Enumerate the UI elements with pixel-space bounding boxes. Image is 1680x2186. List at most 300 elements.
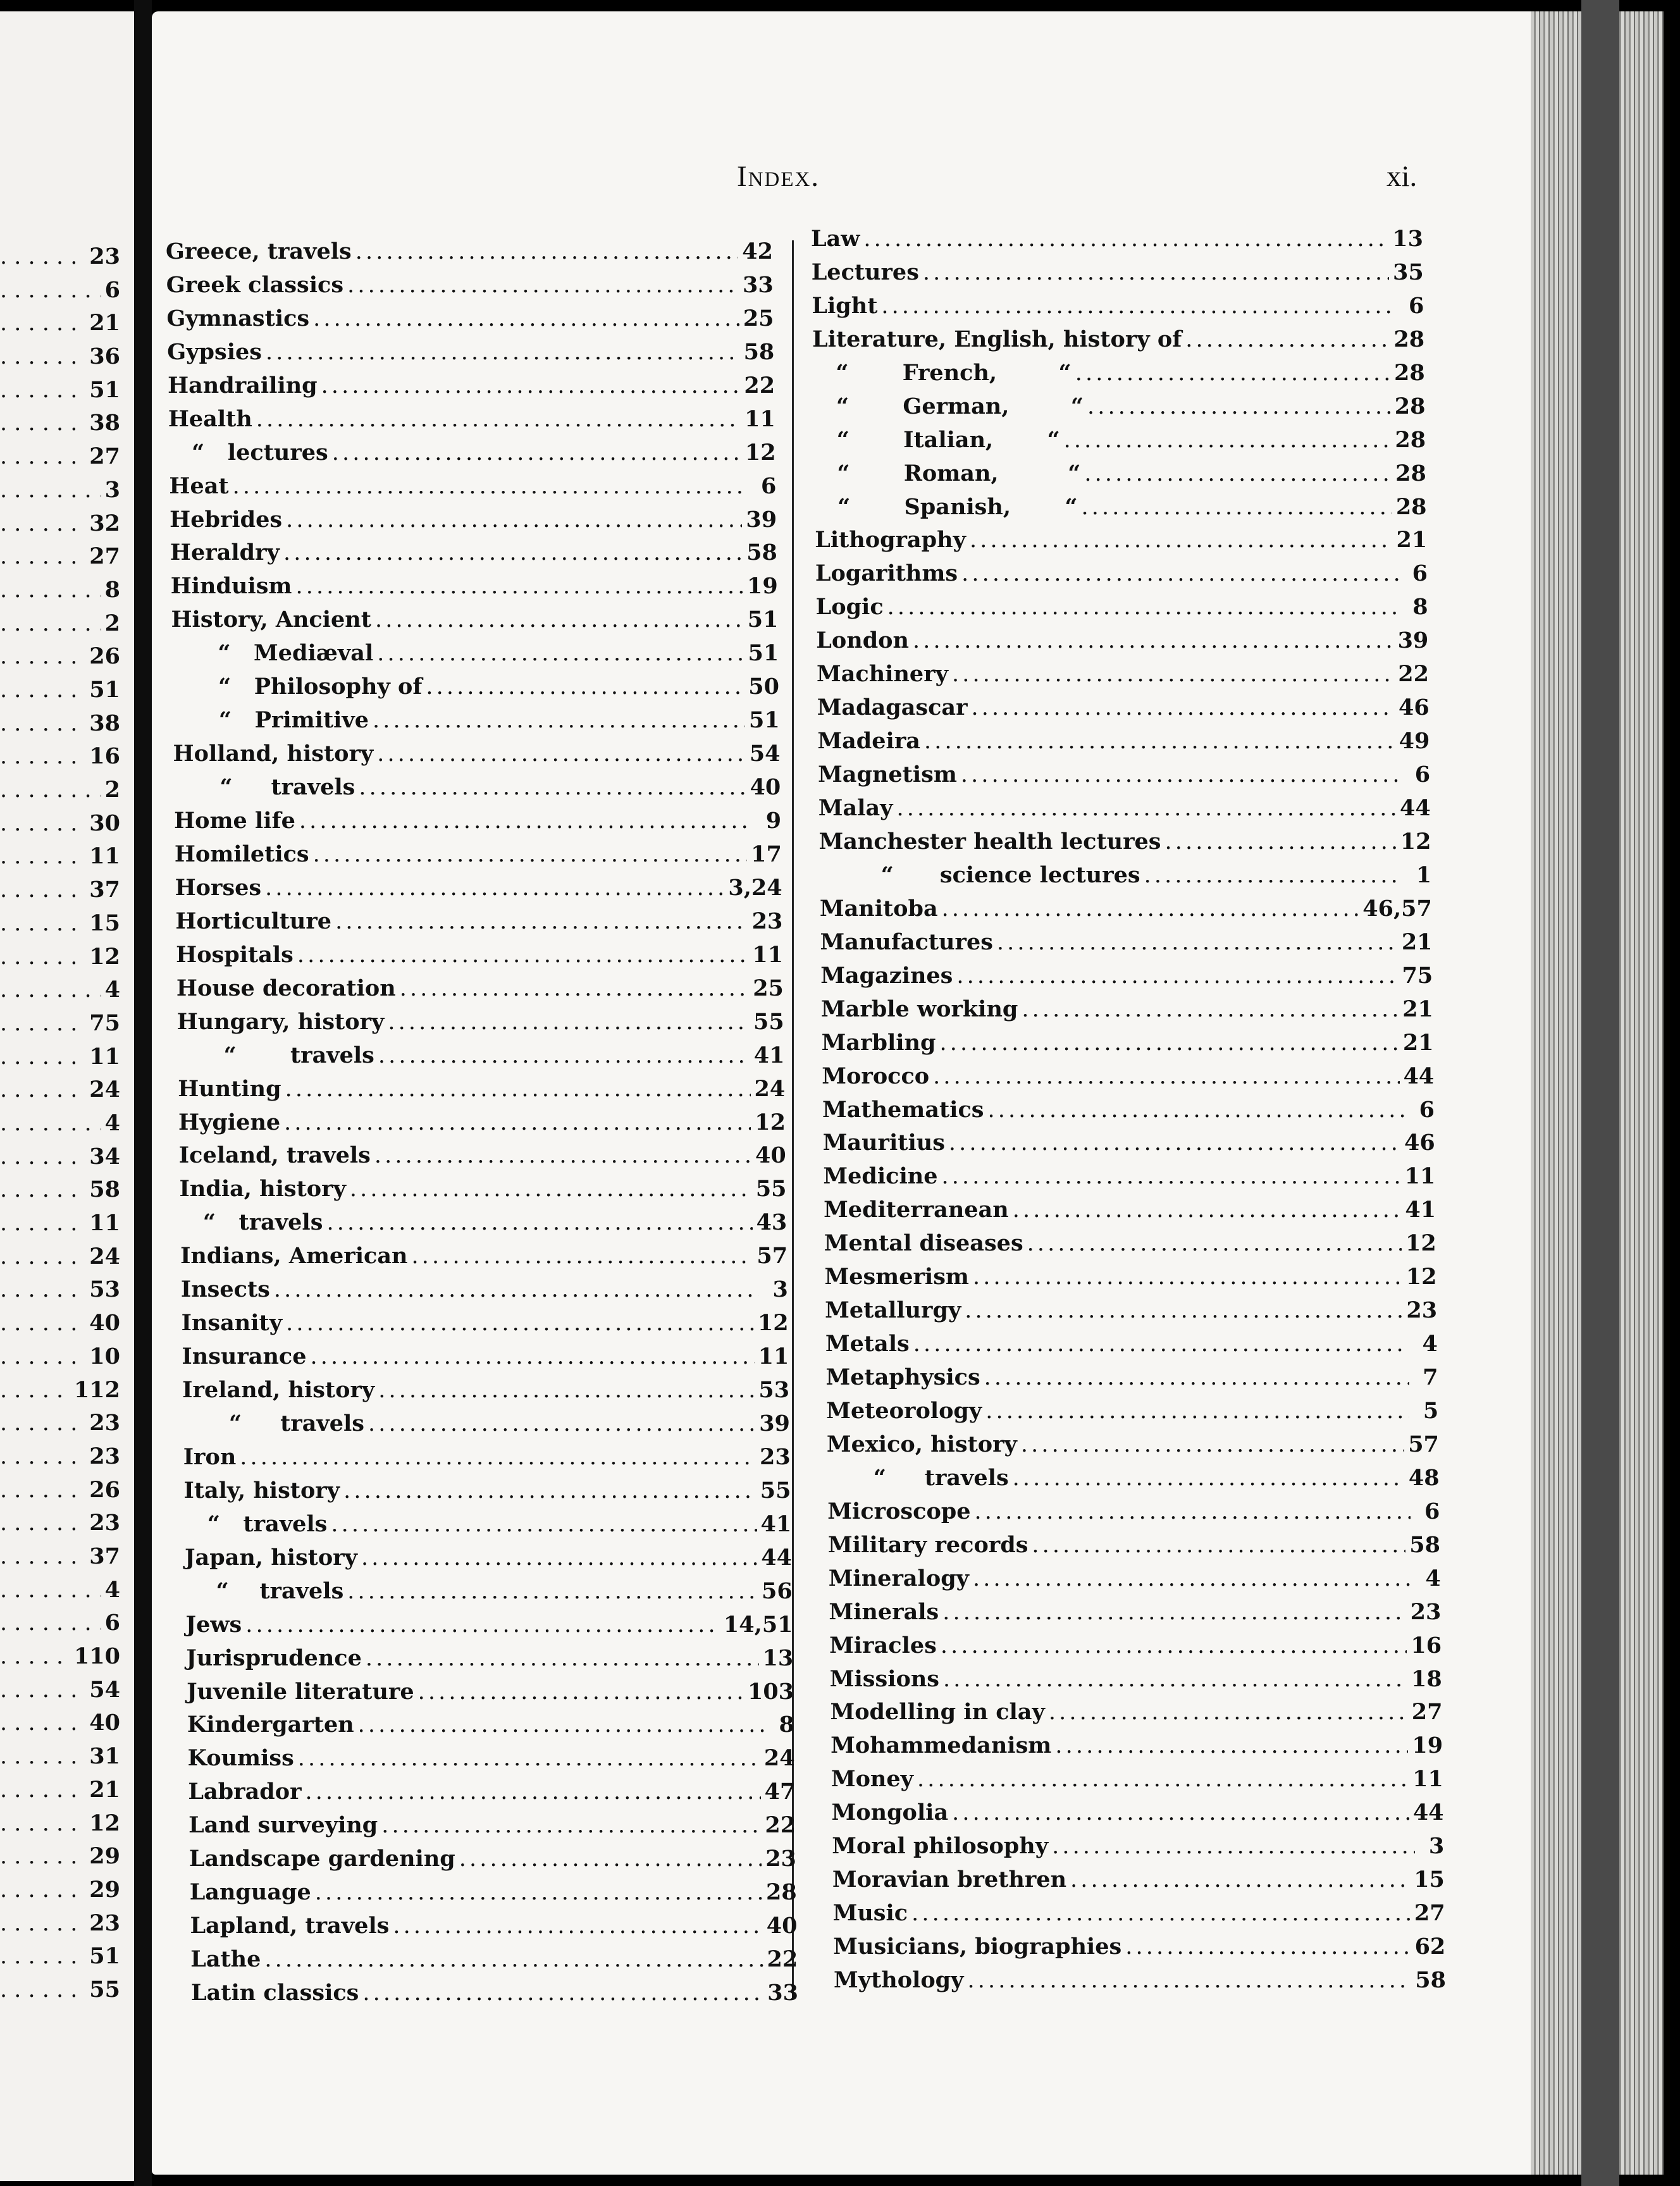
entry-page-number: 12	[755, 1109, 786, 1135]
leader-dots	[1052, 1834, 1415, 1859]
leader-dots	[942, 896, 1359, 922]
index-entry	[830, 1699, 1442, 1731]
leader-dots	[0, 244, 85, 269]
index-entry	[826, 1398, 1438, 1430]
entry-label: India, history	[179, 1176, 346, 1202]
leader-dots	[359, 775, 746, 800]
index-entry	[819, 862, 1431, 894]
index-entry	[822, 1063, 1434, 1095]
leader-dots	[388, 1010, 750, 1035]
index-entry	[168, 373, 775, 404]
leader-dots	[355, 239, 739, 264]
leader-dots	[0, 1911, 85, 1936]
leader-dots	[0, 1211, 85, 1236]
entry-page-number: 6	[1414, 762, 1431, 788]
entry-label: Manchester health lectures	[818, 828, 1161, 855]
leader-dots	[897, 796, 1397, 821]
leader-dots	[972, 695, 1395, 720]
entry-label: Moral philosophy	[832, 1833, 1049, 1860]
entry-label: “ French, “	[812, 359, 1072, 386]
leader-dots	[887, 595, 1399, 620]
index-entry	[181, 1276, 788, 1308]
entry-page-number: 29	[89, 1876, 120, 1903]
entry-label: Heraldry	[170, 540, 280, 566]
index-entry	[180, 1176, 787, 1207]
leader-dots	[0, 1244, 85, 1269]
entry-page-number: 3	[1428, 1833, 1445, 1860]
entry-label: Holland, history	[173, 741, 374, 767]
index-entry	[171, 573, 778, 605]
entry-label: Handrailing	[168, 372, 318, 398]
facing-page-entry	[0, 1010, 120, 1042]
leader-dots	[942, 1600, 1406, 1625]
entry-label: Madeira	[817, 728, 920, 755]
facing-page-entry	[0, 1144, 120, 1175]
facing-page-entry	[0, 310, 120, 342]
index-entry	[167, 306, 774, 337]
facing-page-entry	[0, 1276, 120, 1308]
entry-page-number: 47	[764, 1779, 796, 1805]
leader-dots	[965, 1298, 1402, 1323]
entry-label: Literature, English, history of	[812, 326, 1182, 352]
entry-page-number: 28	[765, 1879, 797, 1906]
entry-page-number: 4	[1425, 1565, 1441, 1591]
index-entry	[177, 1042, 784, 1074]
entry-label: Hygiene	[178, 1109, 281, 1135]
entry-label: Law	[811, 226, 860, 252]
entry-page-number: 23	[751, 908, 783, 934]
leader-dots	[321, 373, 741, 398]
entry-label: Land surveying	[188, 1812, 378, 1839]
entry-label: Insects	[180, 1276, 270, 1303]
leader-dots	[985, 1399, 1409, 1424]
entry-page-number: 112	[73, 1376, 120, 1403]
index-entry	[186, 1612, 793, 1643]
entry-page-number: 3,24	[728, 874, 782, 901]
entry-page-number: 3	[772, 1276, 788, 1303]
facing-page-entry	[0, 1343, 120, 1375]
index-entry	[176, 975, 784, 1007]
facing-page-entry	[0, 910, 120, 942]
index-entry	[168, 406, 775, 438]
leader-dots	[997, 930, 1398, 955]
entry-label: “ travels	[180, 1209, 323, 1236]
entry-page-number: 26	[89, 1476, 120, 1503]
entry-page-number: 12	[757, 1310, 789, 1337]
entry-page-number: 42	[742, 238, 773, 264]
entry-label: Music	[832, 1900, 908, 1927]
facing-page-entry	[0, 1710, 120, 1741]
leader-dots	[0, 444, 85, 469]
facing-page-entry	[0, 1377, 120, 1409]
entry-page-number: 21	[89, 310, 120, 337]
index-entry	[813, 427, 1426, 459]
entry-page-number: 12	[89, 943, 120, 970]
page-title: Index.	[737, 160, 820, 193]
leader-dots	[0, 1944, 85, 1969]
index-entry	[831, 1732, 1443, 1764]
entry-page-number: 23	[1410, 1598, 1442, 1625]
entry-page-number: 4	[104, 977, 120, 1003]
entry-page-number: 51	[89, 1943, 120, 1970]
index-entry	[178, 1076, 785, 1108]
leader-dots	[284, 1110, 751, 1135]
entry-page-number: 54	[89, 1676, 120, 1703]
entry-page-number: 55	[760, 1477, 791, 1504]
index-entry	[180, 1243, 788, 1275]
leader-dots	[332, 440, 741, 466]
index-entry	[824, 1230, 1436, 1262]
entry-page-number: 23	[89, 1443, 120, 1469]
entry-page-number: 12	[1405, 1264, 1437, 1290]
entry-page-number: 44	[1412, 1800, 1444, 1826]
index-entry	[166, 272, 774, 304]
entry-label: Lapland, travels	[190, 1913, 390, 1939]
index-entry	[175, 875, 782, 906]
facing-page-entry	[0, 710, 120, 742]
entry-label: “ travels	[177, 1042, 374, 1068]
facing-page-entry	[0, 244, 120, 275]
entry-page-number: 51	[749, 707, 780, 734]
entry-label: Moravian brethren	[832, 1867, 1067, 1893]
entry-label: “ Philosophy of	[172, 674, 423, 700]
entry-label: Ireland, history	[182, 1377, 375, 1404]
index-entry	[187, 1712, 794, 1743]
facing-page-entry	[0, 1410, 120, 1442]
leader-dots	[0, 777, 101, 803]
index-entry	[822, 1097, 1435, 1128]
leader-dots	[0, 1444, 85, 1469]
entry-page-number: 8	[779, 1712, 794, 1738]
entry-label: Homiletics	[174, 841, 309, 867]
index-entry	[817, 728, 1430, 760]
leader-dots	[0, 977, 101, 1003]
facing-page-entry	[0, 610, 120, 642]
entry-page-number: 28	[1394, 359, 1425, 386]
leader-dots	[411, 1244, 753, 1269]
leader-dots	[313, 306, 739, 331]
entry-label: Military records	[828, 1531, 1028, 1558]
leader-dots	[0, 944, 85, 970]
entry-page-number: 11	[1412, 1766, 1443, 1793]
entry-page-number: 22	[1398, 661, 1429, 688]
index-entry	[169, 440, 776, 471]
entry-page-number: 32	[89, 510, 120, 536]
entry-page-number: 48	[1408, 1464, 1440, 1491]
entry-page-number: 34	[89, 1143, 120, 1170]
leader-dots	[298, 1746, 760, 1771]
leader-dots	[863, 226, 1388, 252]
leader-dots	[0, 644, 85, 669]
index-entry	[177, 1009, 784, 1041]
leader-dots	[393, 1913, 762, 1939]
leader-dots	[0, 1578, 101, 1603]
leader-dots	[1165, 829, 1397, 855]
leader-dots	[0, 1977, 85, 2003]
entry-label: Health	[168, 405, 252, 432]
leader-dots	[0, 344, 85, 369]
leader-dots	[295, 574, 743, 599]
entry-page-number: 2	[104, 777, 120, 803]
entry-page-number: 11	[89, 1043, 120, 1070]
entry-page-number: 110	[73, 1643, 120, 1670]
leader-dots	[0, 611, 101, 636]
facing-page-entry	[0, 1943, 120, 1975]
index-entry	[180, 1209, 787, 1241]
entry-page-number: 55	[753, 1008, 784, 1035]
index-entry	[825, 1297, 1437, 1329]
facing-page-entry	[0, 1443, 120, 1475]
leader-dots	[0, 1710, 85, 1736]
leader-dots	[1070, 1867, 1410, 1893]
entry-page-number: 6	[104, 276, 120, 303]
entry-page-number: 39	[1397, 627, 1429, 654]
leader-dots	[1027, 1231, 1402, 1256]
facing-page-entry	[0, 1910, 120, 1942]
entry-label: Mineralogy	[828, 1565, 970, 1591]
entry-page-number: 6	[761, 472, 777, 499]
index-entry	[169, 473, 776, 505]
entry-page-number: 21	[1401, 929, 1433, 955]
entry-page-number: 4	[104, 1576, 120, 1603]
index-entry	[827, 1465, 1440, 1497]
entry-page-number: 11	[89, 843, 120, 870]
leader-dots	[1055, 1733, 1408, 1758]
leader-dots	[881, 293, 1395, 319]
entry-label: Lectures	[811, 259, 919, 285]
index-entry	[184, 1511, 791, 1543]
entry-page-number: 40	[766, 1913, 798, 1939]
entry-label: Madagascar	[817, 695, 968, 721]
index-entry	[829, 1633, 1442, 1664]
entry-label: “ Spanish, “	[814, 493, 1078, 520]
entry-label: Manufactures	[820, 929, 993, 955]
leader-dots	[1064, 428, 1392, 453]
leader-dots	[331, 1512, 757, 1537]
facing-page-entry	[0, 443, 120, 475]
entry-page-number: 51	[89, 677, 120, 703]
entry-page-number: 46	[1398, 695, 1430, 721]
entry-page-number: 29	[89, 1843, 120, 1870]
leader-dots	[286, 1311, 754, 1336]
leader-dots	[0, 1544, 85, 1569]
leader-dots	[0, 1644, 70, 1669]
index-entry	[826, 1364, 1438, 1396]
leader-dots	[378, 1378, 755, 1403]
entry-page-number: 21	[1402, 996, 1433, 1022]
entry-label: “ travels	[184, 1510, 328, 1537]
facing-page-entry	[0, 1077, 120, 1108]
entry-label: Medicine	[823, 1163, 938, 1190]
index-entry	[183, 1411, 790, 1442]
index-entry	[173, 774, 781, 806]
book-cover-edge	[1581, 0, 1619, 2186]
entry-label: Meteorology	[826, 1397, 982, 1424]
entry-label: Marble working	[820, 996, 1018, 1022]
leader-dots	[0, 1011, 85, 1036]
entry-label: Kindergarten	[187, 1712, 354, 1738]
index-entry	[833, 1934, 1445, 1965]
index-entry	[166, 238, 773, 270]
facing-page-entry	[0, 810, 120, 842]
leader-dots	[0, 478, 101, 503]
leader-dots	[0, 677, 85, 703]
leader-dots	[343, 1478, 757, 1504]
entry-label: “ Mediæval	[171, 640, 374, 667]
index-entry	[831, 1766, 1443, 1798]
entry-page-number: 37	[89, 877, 120, 903]
entry-page-number: 22	[744, 372, 775, 398]
index-entry	[171, 607, 778, 638]
entry-label: Italy, history	[183, 1477, 340, 1504]
entry-page-number: 9	[765, 808, 782, 834]
entry-page-number: 12	[1405, 1230, 1436, 1257]
entry-label: History, Ancient	[171, 607, 371, 633]
entry-label: Musicians, biographies	[833, 1934, 1122, 1960]
leader-dots	[0, 911, 85, 936]
entry-page-number: 30	[89, 810, 120, 836]
leader-dots	[0, 378, 85, 403]
entry-label: Machinery	[817, 661, 948, 688]
entry-label: Jurisprudence	[186, 1645, 362, 1671]
entry-page-number: 8	[104, 576, 120, 603]
entry-page-number: 51	[748, 640, 779, 667]
entry-page-number: 39	[746, 506, 777, 533]
leader-dots	[970, 528, 1393, 553]
entry-page-number: 21	[1396, 527, 1428, 553]
leader-dots	[939, 1030, 1399, 1056]
entry-page-number: 23	[89, 244, 120, 269]
entry-label: Greece, travels	[166, 238, 352, 264]
index-entry	[834, 1967, 1446, 1999]
entry-label: “ travels	[173, 774, 355, 801]
entry-page-number: 31	[89, 1743, 120, 1770]
entry-page-number: 75	[89, 1010, 120, 1036]
entry-page-number: 17	[751, 841, 782, 867]
leader-dots	[378, 1043, 750, 1068]
entry-label: Latin classics	[191, 1980, 359, 2006]
leader-dots	[368, 1411, 755, 1436]
index-entry	[170, 540, 777, 571]
entry-label: “ travels	[182, 1410, 364, 1436]
entry-page-number: 6	[1424, 1498, 1440, 1524]
entry-page-number: 11	[752, 941, 784, 968]
entry-page-number: 6	[1409, 292, 1424, 319]
leader-dots	[347, 273, 739, 298]
leader-dots	[973, 1566, 1412, 1591]
entry-label: Mohammedanism	[831, 1732, 1052, 1759]
entry-label: Malay	[818, 795, 893, 822]
entry-page-number: 14,51	[723, 1611, 793, 1638]
facing-page-entry	[0, 477, 120, 509]
entry-label: Minerals	[829, 1598, 939, 1625]
entry-label: Mathematics	[822, 1096, 984, 1123]
entry-label: Insanity	[181, 1310, 283, 1337]
entry-page-number: 6	[1419, 1096, 1435, 1123]
entry-page-number: 23	[759, 1443, 791, 1470]
leader-dots	[973, 1264, 1402, 1290]
entry-page-number: 38	[89, 410, 120, 436]
entry-page-number: 22	[767, 1946, 798, 1973]
entry-label: Miracles	[829, 1632, 937, 1658]
leader-dots	[1084, 461, 1392, 486]
leader-dots	[0, 1144, 85, 1170]
index-entry	[830, 1666, 1442, 1698]
leader-dots	[366, 1646, 759, 1671]
index-entry	[817, 661, 1429, 693]
entry-page-number: 13	[762, 1645, 794, 1671]
entry-page-number: 33	[767, 1980, 798, 2006]
leader-dots	[941, 1164, 1400, 1189]
entry-label: Insurance	[182, 1343, 307, 1370]
entry-label: Hospitals	[176, 941, 293, 968]
index-entry	[824, 1197, 1436, 1228]
entry-page-number: 57	[757, 1243, 788, 1269]
entry-label: Indians, American	[180, 1243, 408, 1269]
entry-label: Lithography	[815, 527, 966, 553]
entry-page-number: 8	[1412, 594, 1428, 621]
entry-page-number: 25	[743, 305, 774, 331]
leader-dots	[0, 544, 85, 569]
index-entry	[187, 1679, 794, 1710]
facing-page-entry	[0, 743, 120, 775]
leader-dots	[245, 1612, 720, 1638]
entry-page-number: 4	[104, 1110, 120, 1136]
index-entry	[175, 908, 782, 940]
leader-dots	[0, 278, 101, 303]
index-entry	[812, 293, 1424, 324]
entry-label: Mauritius	[822, 1130, 945, 1156]
entry-label: Microscope	[827, 1498, 971, 1524]
entry-page-number: 40	[89, 1710, 120, 1736]
leader-dots	[0, 1877, 85, 1903]
leader-dots	[374, 1143, 751, 1168]
facing-page-entry	[0, 1176, 120, 1208]
leader-dots	[373, 708, 745, 733]
facing-page-entry	[0, 1643, 120, 1675]
index-entry	[176, 942, 783, 973]
entry-page-number: 51	[747, 607, 779, 633]
entry-page-number: 12	[744, 439, 776, 466]
index-entry	[167, 339, 774, 371]
entry-page-number: 12	[1400, 828, 1431, 855]
index-entry	[185, 1545, 792, 1576]
entry-label: “ science lectures	[819, 861, 1140, 888]
leader-dots	[0, 1844, 85, 1869]
leader-dots	[984, 1365, 1409, 1390]
leader-dots	[0, 1610, 101, 1636]
index-entry	[185, 1578, 793, 1610]
index-entry	[171, 640, 779, 672]
index-entry	[183, 1478, 791, 1509]
entry-label: London	[816, 627, 909, 654]
leader-dots	[1081, 495, 1392, 520]
entry-page-number: 50	[748, 674, 779, 700]
entry-label: Magnetism	[818, 762, 957, 788]
entry-page-number: 23	[89, 1910, 120, 1936]
entry-label: House decoration	[176, 975, 396, 1001]
leader-dots	[358, 1712, 765, 1738]
leader-dots	[924, 729, 1395, 754]
entry-page-number: 37	[89, 1543, 120, 1569]
entry-page-number: 44	[1400, 795, 1431, 822]
entry-label: Horticulture	[175, 908, 332, 934]
facing-page-entry	[0, 1877, 120, 1908]
entry-label: Modelling in clay	[830, 1699, 1045, 1726]
index-entry	[818, 795, 1431, 827]
entry-page-number: 21	[89, 1776, 120, 1803]
index-entry	[178, 1109, 786, 1141]
